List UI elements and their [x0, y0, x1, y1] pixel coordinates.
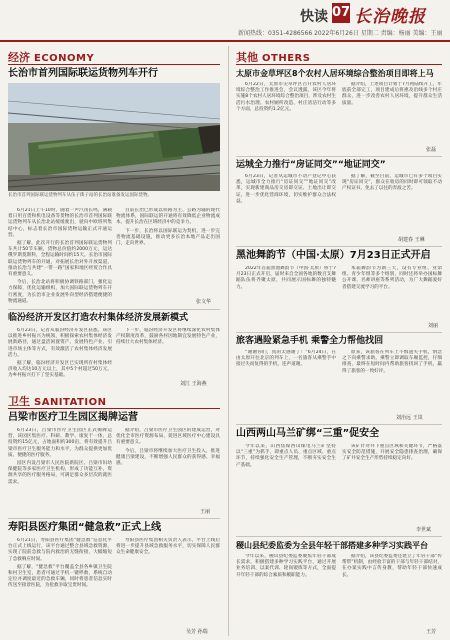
- column-divider: [228, 46, 229, 636]
- others-paragraph: 今年以来，稷山县纪委监委聚焦年轻干部成长需求，积极搭建多种学习实践平台，通过开展业务培训、以案代训、轮岗锻炼等方式，全面提升年轻干部的综合素质和履职能力。: [236, 554, 336, 578]
- others-headline-5: 山西两山马兰矿绑“三重”促安全: [236, 428, 380, 439]
- others-byline-1: 张磊: [426, 147, 437, 153]
- section-title-kuaidu: 快读: [300, 9, 328, 25]
- others-paragraph: “谢谢你们，真的太感谢了！”6月24日，在由太原开往北京的列车上，一名旅客从乘警手中接过失而复得的手机，连声道谢。: [236, 350, 336, 368]
- economy-paragraph: 目前长治已形成以铁路为主、公路为辅的现代物流体系，国际联运的开通将有效降低企业物流成本，提升长治在区域经济中的竞争力。: [116, 208, 220, 226]
- others-headline-2: 运城全力推行“房证同交”“地证同交”: [236, 160, 386, 170]
- divider: [236, 536, 442, 537]
- others-article6-col2: [342, 554, 442, 628]
- others-byline-5: 李世斌: [416, 527, 432, 533]
- sanitation-section-head: [8, 390, 220, 409]
- others-headline-4: 旅客遇险紧急手机 乘警全力帮他找回: [236, 336, 384, 346]
- page-header: [0, 0, 450, 42]
- economy-section-en: ECONOMY: [34, 53, 95, 64]
- economy-article-col1: [8, 208, 112, 306]
- sanitation-byline-2: 吴芳 孙瑞: [186, 629, 208, 635]
- others-byline-2: 胡建春 王琳: [398, 237, 425, 243]
- page-number: 07: [332, 3, 350, 23]
- economy-byline-2: 刘江 王海燕: [180, 381, 207, 387]
- others-section-en: OTHERS: [262, 53, 311, 64]
- others-article1-col2: [342, 82, 442, 148]
- economy-article-col2: [116, 208, 220, 298]
- sanitation-article-col2: [116, 428, 220, 508]
- others-section-head: [236, 46, 442, 65]
- sanitation-paragraph: 6月21日，寿阳县医疗集团“健急救”信息化平台正式上线运行，该平台通过整合县域急救资源，实现了院前急救与院内救治的无缝衔接，大幅缩短了急救响应时间。: [8, 538, 112, 562]
- economy-section-zh: 经济: [8, 51, 30, 64]
- divider: [236, 424, 442, 425]
- others-article3-col2: [342, 266, 442, 322]
- sanitation-article2-col2: [116, 538, 220, 628]
- economy-headline-2: 临汾经济开发区打造农村集体经济发展新模式: [8, 313, 189, 323]
- divider: [236, 332, 442, 333]
- sanitation-paragraph: 园区内设吕梁市人民医院新院区、吕梁市妇幼保健院等多家医疗卫生机构，形成了功能互补、资源共享的医疗服务格局，可满足群众多层次的就医需求。: [8, 461, 112, 485]
- sanitation-paragraph: 据了解，“健急救”平台覆盖全县各乡镇卫生院和村卫生室，患者可通过手机一键呼救，系统自动定位并调度最近的急救车辆，同时将患者信息实时传送至接诊医院，为抢救争取宝贵时间。: [8, 564, 112, 589]
- others-headline-3: 黑池舞韵节（中国·太原）7月23日正式开启: [236, 250, 431, 261]
- sanitation-section-en: SANITATION: [34, 397, 107, 408]
- train-photo: [8, 83, 220, 191]
- sanitation-headline-2: 寿阳县医疗集团“健急救”正式上线: [8, 522, 162, 533]
- sanitation-article-col1: [8, 428, 112, 516]
- divider: [8, 309, 220, 310]
- economy-section-head: [8, 46, 220, 65]
- others-paragraph: 据了解，截至目前，运城市已有多个项目实现“房证同交”，群众在收房的同时即可领取不动产权证书，免去了以往的奔波之苦。: [342, 174, 442, 192]
- others-paragraph: 今年以来，山西焦煤西山煤电马兰矿坚持以“三重”为抓手，即重点人员、重点区域、重点环节，持续强化安全生产管理，不断夯实安全生产基础。: [236, 444, 336, 468]
- economy-paragraph: 今后，长治北站将积极协调铁路部门，强化运力保障，优化运输组织，加大国际联运货物列车开行密度，为长治市企业发展外向型经济搭建便捷的物流通道。: [8, 280, 112, 304]
- others-article4-col1: [236, 350, 336, 416]
- economy-paragraph: 据了解，临汾经济开发区已实现所有村集体经济收入均达10万元以上，其中5个村超过50万元，为乡村振兴打下了坚实基础。: [8, 361, 112, 379]
- others-paragraph: 本届舞韵节为期三天，设有专业组、业余组、青少年组等多个组别，同时还将举办国标舞公开课、名师讲座等系列活动，为广大舞蹈爱好者搭建交流学习的平台。: [342, 266, 442, 290]
- economy-paragraph: 6月23日，记者从临汾经济开发区获悉，该区以推进乡村振兴为统领，积极探索农村集体经济发展新路径，通过盘活闲置资产、发展特色产业、引进市场主体等方式，有效激活了农村集体经济发展活力。: [8, 328, 112, 358]
- header-meta: 新闻热线：0351-4286566 2022年6月26日 星期二 责编：杨丽 美编：王丽: [238, 30, 443, 37]
- divider: [236, 156, 442, 157]
- economy-byline: 张文华: [196, 299, 212, 305]
- others-byline-6: 王芳: [426, 629, 437, 635]
- others-paragraph: 据介绍，该县纪委监委还建立了年轻干部“传帮带”机制，由经验丰富的干部与年轻干部结对，在办案实践中言传身教，帮助年轻干部快速成长。: [342, 554, 442, 578]
- others-article2-col1: [236, 174, 336, 240]
- economy-paragraph: 据了解，此次开行的长治首列国际联运货物列车共计50节车厢，货物总价值约2000万元，运达俄罗斯莫斯科，全程运输时间约15天。长治市国际联运货物列车的开通，对拓展长治对外开放渠道，推动长治与共建“一带一路”国家和地区经贸合作具有重要意义。: [8, 241, 112, 278]
- sanitation-paragraph: 据介绍，吕梁市医疗卫生园区的建成运营，对优化全市医疗资源布局、促进区域医疗中心建设具有重要意义。: [116, 428, 220, 446]
- sanitation-section-zh: 卫生: [8, 395, 30, 408]
- sanitation-paragraph: 今后，吕梁市将继续加大医疗卫生投入，推进健康吕梁建设，不断增强人民群众的获得感、幸福感。: [116, 448, 220, 467]
- others-article4-col2: [342, 350, 442, 412]
- economy-paragraph: 6月21日上午10时，随着一声汽笛长鸣，满载着日用百货和机电设备等货物的长治市首列国际联运货物列车从长治北站缓缓驶出，驶向中欧班列集结中心，标志着长治市国际货物运输正式开通运营。: [8, 208, 112, 238]
- others-paragraph: 6月22日，太原市尖草坪区召开农村人居环境综合整治工作推进会，会议透露，该区今年将实施8个农村人居环境综合整治项目，涉及农村生活污水治理、农村厕所改造、村庄清洁行动等多个方面，总投资约1.2亿元。: [236, 82, 336, 112]
- others-paragraph: 2022年首届黑池舞韵节（中国·太原）将于7月23日正式开启，届时来自全国各地的数百支舞蹈队伍将齐聚太原，共同展示国标舞的独特魅力。: [236, 266, 336, 290]
- economy-article2-col2: [116, 328, 220, 378]
- others-paragraph: 该矿针对井下重点区域和关键环节，严格落实安全防范措施，开展安全隐患排查治理，确保了矿井安全生产形势持续稳定向好。: [342, 444, 442, 462]
- others-article5-col2: [342, 444, 442, 524]
- divider: [236, 246, 442, 247]
- others-article6-col1: [236, 554, 336, 636]
- others-byline-4: 刘治远 王岚: [396, 415, 423, 421]
- others-paragraph: 6月23日，记者从运城市不动产登记中心获悉，运城市全力推行“房证同交”“地证同交”改革，实现新建商品房交房即交证、土地出让即交证，进一步优化营商环境，切实维护群众合法权益。: [236, 174, 336, 204]
- sanitation-byline: 王丽: [200, 509, 211, 515]
- others-section-zh: 其他: [236, 51, 258, 64]
- others-paragraph: 原来，该旅客在列车上不慎遗失手机，情急之下向乘警求助。乘警立即调取车厢监控，仔细排查，最终在短时间内帮助旅客找回了手机，赢得了旅客的一致好评。: [342, 350, 442, 374]
- others-article2-col2: [342, 174, 442, 234]
- others-article5-col1: [236, 444, 336, 532]
- others-headline-1: 太原市金草坪区8个农村人居环境综合整治项目即将上马: [236, 69, 434, 78]
- photo-caption: 长治市首列国际联运货物列车从伍子街子站的长治站准备发运国际货物。: [8, 193, 152, 198]
- economy-paragraph: 下一步，临汾经济开发区将继续深化农村集体产权制度改革，鼓励各村因地制宜发展特色产业，持续壮大农村集体经济。: [116, 328, 220, 346]
- others-article1-col1: [236, 82, 336, 152]
- sanitation-paragraph: 6月23日，吕梁市医疗卫生园区正式揭牌运营，该园区集医疗、科研、教学、康复于一体，总投资约15亿元，占地面积约300亩，将有效提升吕梁市医疗卫生服务能力和水平，为群众提供更加优质、便捷的医疗服务。: [8, 428, 112, 458]
- divider: [8, 518, 220, 519]
- sanitation-article2-col1: [8, 538, 112, 636]
- economy-headline: 长治市首列国际联运货物列车开行: [8, 68, 158, 79]
- sanitation-headline: 吕梁市医疗卫生园区揭牌运营: [8, 412, 138, 423]
- sanitation-paragraph: 寿阳县医疗集团相关负责人表示，平台上线后将进一步提升县域急救服务水平，切实保障人民群众生命健康安全。: [116, 538, 220, 556]
- others-paragraph: 据介绍，上述项目计划于7月初陆续开工，年底前全部完工，项目建成后将惠及沿线多个村庄群众，进一步改善农村人居环境，提升群众生活质量。: [342, 82, 442, 106]
- freight-train-image: [8, 83, 220, 191]
- others-headline-6: 稷山县纪委监委为全县年轻干部搭建多种学习实践平台: [236, 541, 428, 550]
- others-byline-3: 刘丽: [428, 323, 439, 329]
- economy-article2-col1: [8, 328, 112, 386]
- economy-paragraph: 下一步，长治将以国际联运为契机，进一步完善物流基础设施，推动更多长治本地产品走出国门，走向世界。: [116, 228, 220, 247]
- others-article3-col1: [236, 266, 336, 326]
- newspaper-name: 长治晚报: [354, 7, 426, 27]
